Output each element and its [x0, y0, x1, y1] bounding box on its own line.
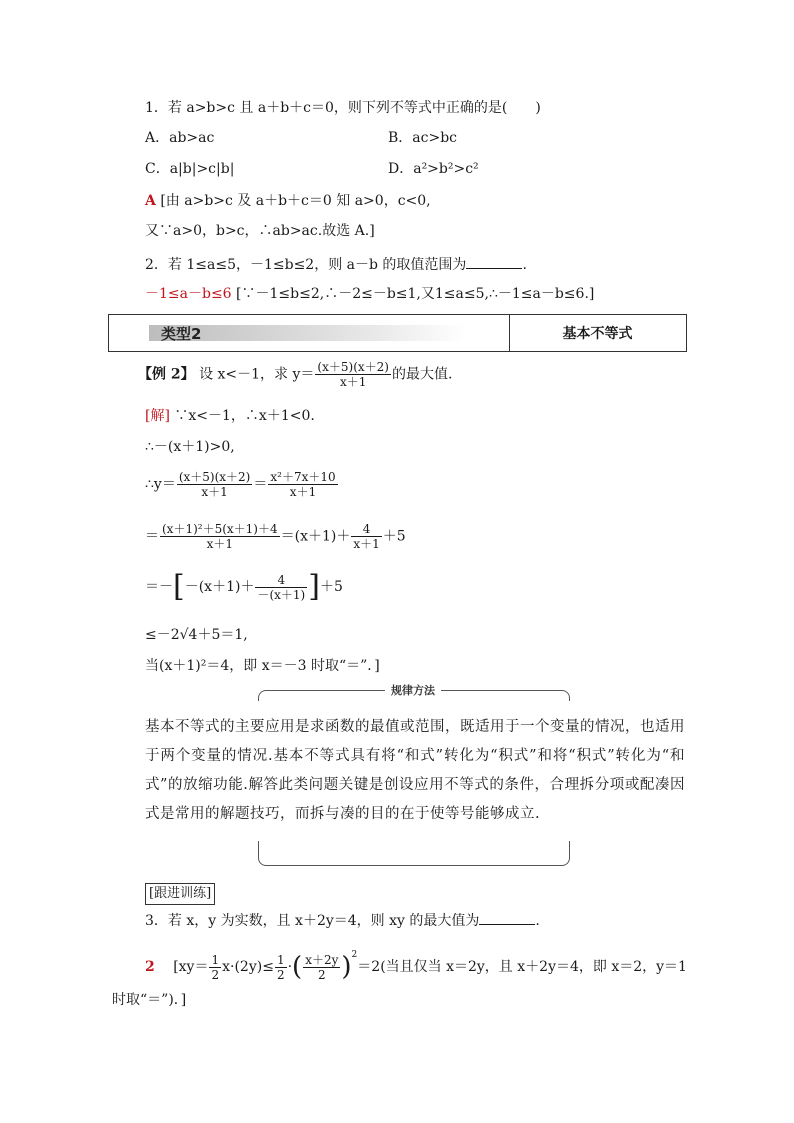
solution-line6: ≤－2√4＋5＝1,: [145, 627, 248, 643]
training-blank: [479, 910, 535, 925]
training-frac3-den: 2: [317, 967, 326, 982]
training-frac1-num: 1: [211, 952, 220, 967]
solution-line1-text: ∵x<－1，∴x＋1<0.: [174, 408, 315, 424]
q1-explain-2: 又∵a>0，b>c，∴ab>ac.故选 A.]: [145, 223, 375, 239]
training-stem-end: .: [535, 913, 540, 929]
q1-option-b: B．ac>bc: [388, 130, 458, 146]
right-bracket: ]: [308, 569, 320, 604]
training-frac1: [209, 953, 221, 982]
line3-frac1: [177, 470, 253, 499]
left-bracket: [: [173, 569, 185, 604]
line3-frac1-num: (x＋5)(x＋2): [178, 470, 251, 484]
type-label: 类型2: [161, 325, 202, 343]
q2-blank: [466, 254, 522, 269]
type-title: 基本不等式: [562, 326, 633, 342]
line5-inner: －(x＋1)＋: [184, 579, 255, 595]
line4-pre: ＝: [145, 528, 159, 545]
training-label: [跟进训练]: [145, 883, 215, 905]
q2-explain: [∵－1≤b≤2,∴－2≤－b≤1,又1≤a≤5,∴－1≤a－b≤6.]: [236, 286, 595, 302]
training-frac3-num: x＋2y: [305, 952, 339, 967]
example-frac-den: x＋1: [339, 375, 367, 389]
training-stem-line: [145, 910, 540, 931]
q2-stem-end: .: [522, 257, 527, 273]
line5-frac-den: －(x＋1): [257, 587, 306, 602]
line3-eq: ＝: [253, 476, 268, 493]
solution-label: [解]: [145, 408, 170, 424]
training-expl-mid: x·(2y)≤: [222, 959, 274, 975]
q1-option-a: A．ab>ac: [145, 130, 215, 146]
q1-explanation-line1: [145, 191, 431, 211]
training-frac2-den: 2: [276, 967, 285, 982]
q1-option-d: D．a²>b²>c²: [388, 161, 479, 177]
line4-frac1: [160, 522, 280, 551]
example-stem-end: 的最大值.: [391, 366, 453, 383]
training-right-paren: ): [341, 952, 352, 982]
q1-stem: 1．若 a>b>c 且 a＋b＋c＝0，则下列不等式中正确的是( ): [145, 100, 541, 116]
training-label-wrap: [145, 883, 215, 905]
solution-line5: [145, 569, 343, 604]
example-fraction: [315, 360, 391, 389]
training-expl-pre: [xy＝: [173, 959, 209, 975]
example-stem: [138, 360, 452, 389]
training-stem: 3．若 x，y 为实数，且 x＋2y＝4，则 xy 的最大值为: [145, 913, 480, 929]
line5-frac-num: 4: [255, 573, 307, 588]
training-expl-line2: 时取“＝”)．]: [112, 992, 187, 1008]
training-frac2-num: 1: [276, 952, 285, 967]
solution-line2: ∴－(x＋1)>0,: [145, 439, 235, 455]
solution-line4: [145, 522, 406, 551]
solution-line3: [145, 470, 339, 499]
solution-line7: 当(x＋1)²＝4，即 x＝－3 时取“＝”．]: [145, 658, 380, 674]
q2-stem-line: [145, 254, 527, 275]
q1-option-c: C．a|b|>c|b|: [145, 161, 235, 177]
training-frac1-den: 2: [211, 967, 220, 982]
training-explanation: [145, 945, 687, 982]
line3-frac2-den: x＋1: [289, 485, 317, 499]
method-text: [145, 713, 685, 829]
line4-frac1-den: x＋1: [206, 537, 234, 551]
line4-mid: ＝(x＋1)＋: [280, 528, 351, 545]
line4-frac2-num: 4: [351, 522, 381, 537]
line3-frac2: [268, 470, 337, 499]
line3-frac1-den: x＋1: [201, 485, 228, 499]
line5-pre: ＝－: [145, 579, 173, 595]
training-expl-end: ＝2(当且仅当 x＝2y，且 x＋2y＝4，即 x＝2，y＝1: [357, 959, 687, 975]
solution-line1: [145, 406, 315, 426]
line5-frac: [255, 573, 307, 602]
line4-end: ＋5: [382, 528, 406, 545]
line4-frac2: [351, 522, 381, 551]
training-frac3: [303, 953, 340, 982]
method-heading: 规律方法: [385, 682, 441, 698]
training-answer: 2: [145, 959, 155, 975]
line4-frac1-num: (x＋1)²＋5(x＋1)＋4: [162, 522, 278, 536]
line4-frac2-den: x＋1: [353, 537, 380, 551]
type-box: [108, 314, 687, 352]
q1-answer: A: [145, 193, 156, 209]
training-left-paren: (: [292, 952, 303, 982]
training-square: 2: [351, 950, 358, 960]
example-label: 【例 2】: [138, 366, 195, 383]
training-expl-dot: ·: [287, 959, 293, 975]
example-stem-text: 设 x<－1，求 y＝: [199, 366, 315, 383]
method-text-body: 基本不等式的主要应用是求函数的最值或范围，既适用于一个变量的情况，也适用于两个变量的情况.基本不等式具有将“和式”转化为“积式”和将“积式”转化为“和式”的放缩功能.解答此类问题关键是创设应用不等式的条件，合理拆分项或配凑因式是常用的解题技巧，而拆与凑的目的在于使等号能够成立.: [145, 719, 685, 822]
q1-explain-1: [由 a>b>c 及 a＋b＋c＝0 知 a>0，c<0,: [160, 193, 431, 209]
q2-stem: 2．若 1≤a≤5，－1≤b≤2，则 a－b 的取值范围为: [145, 257, 467, 273]
line3-pre: ∴y＝: [145, 476, 176, 493]
q2-answer: －1≤a－b≤6: [145, 286, 232, 302]
line5-end: ＋5: [319, 579, 343, 595]
method-box-bottom: [258, 841, 570, 866]
line3-frac2-num: x²＋7x＋10: [270, 470, 336, 484]
example-frac-num: (x＋5)(x＋2): [317, 360, 389, 374]
q2-answer-line: [145, 284, 594, 304]
training-frac2: [275, 953, 287, 982]
